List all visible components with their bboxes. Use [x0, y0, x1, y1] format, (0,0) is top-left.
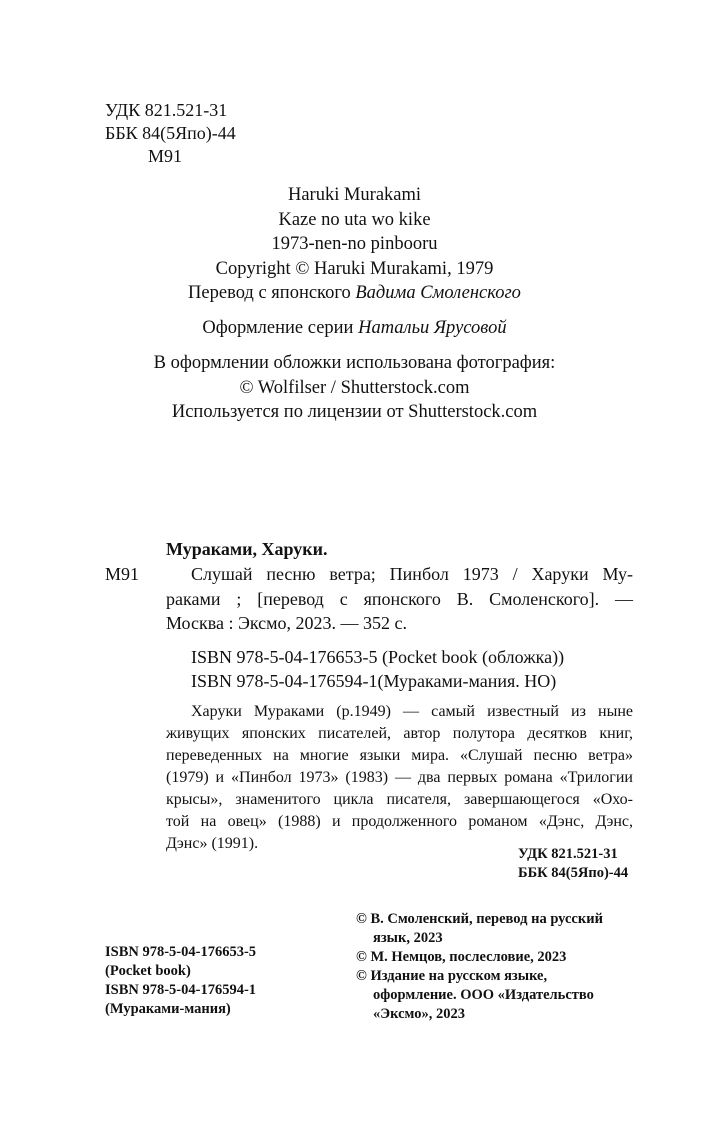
catalog-mark: М91	[105, 564, 140, 584]
isbn-line-1: ISBN 978-5-04-176653-5	[105, 944, 257, 960]
original-title-1: Kaze no uta wo kike	[278, 210, 431, 230]
copyright-edition-line-1: © Издание на русском языке,	[356, 968, 548, 984]
catalog-line-2: раками ; [перевод с японского В. Смоленского]. —	[166, 589, 633, 609]
copyright-afterword: © М. Немцов, послесловие, 2023	[356, 949, 567, 965]
isbn-line-2: (Pocket book)	[105, 963, 191, 979]
copyright-translator-line-1: © В. Смоленский, перевод на русский	[356, 911, 603, 927]
isbn-line-4: (Мураками-мания)	[105, 1001, 231, 1017]
translation-prefix: Перевод с японского	[188, 283, 356, 303]
catalog-heading: Мураками, Харуки.	[166, 539, 328, 559]
catalog-line-3: Москва : Эксмо, 2023. — 352 с.	[166, 613, 408, 633]
annotation-line: (1979) и «Пинбол 1973» (1983) — два первых романа «Трилогии	[166, 769, 633, 786]
photo-credit-line-2: © Wolfilser / Shutterstock.com	[239, 378, 470, 398]
annotation-line: Харуки Мураками (р.1949) — самый известный из ныне	[191, 703, 633, 720]
catalog-line-1: Слушай песню ветра; Пинбол 1973 / Харуки Му-	[191, 564, 633, 584]
original-title-2: 1973-nen-no pinbooru	[271, 234, 438, 254]
copyright-edition-line-2: оформление. ООО «Издательство	[373, 987, 594, 1003]
original-copyright: Copyright © Haruki Murakami, 1979	[215, 259, 494, 279]
catalog-isbn-1: ISBN 978-5-04-176653-5 (Pocket book (обложка))	[191, 647, 565, 667]
annotation	[166, 702, 633, 856]
bbk-code: ББК 84(5Япо)-44	[105, 123, 236, 143]
copyright-translator-line-2: язык, 2023	[373, 930, 443, 946]
catalog-isbn-2: ISBN 978-5-04-176594-1(Мураками-мания. НО)	[191, 671, 557, 691]
annotation-line: той на овец» (1988) и продолженного романом «Дэнс, Дэнс,	[166, 813, 633, 830]
translation-credit	[0, 282, 709, 304]
photo-credit-line-1: В оформлении обложки использована фотография:	[153, 353, 556, 373]
photo-credit-line-3: Используется по лицензии от Shutterstock.com	[171, 402, 538, 422]
annotation-line: переведенных на многие языки мира. «Слушай песню ветра»	[166, 747, 633, 764]
isbn-line-3: ISBN 978-5-04-176594-1	[105, 982, 257, 998]
series-design-credit	[0, 317, 709, 339]
original-author: Haruki Murakami	[287, 185, 422, 205]
author-mark: М91	[148, 146, 183, 166]
copyright-edition-line-3: «Эксмо», 2023	[373, 1006, 465, 1022]
annotation-line: живущих японских писателей, автор полутора десятков книг,	[166, 725, 633, 742]
design-prefix: Оформление серии	[202, 318, 359, 338]
udk-code: УДК 821.521-31	[105, 100, 228, 120]
annotation-line: крысы», знаменитого цикла писателя, завершающегося «Охо-	[166, 791, 633, 808]
bottom-bbk-code: ББК 84(5Япо)-44	[518, 865, 629, 881]
translator-name: Вадима Смоленского	[355, 283, 521, 303]
designer-name: Натальи Ярусовой	[358, 318, 507, 338]
annotation-line: Дэнс» (1991).	[166, 835, 259, 852]
bottom-udk-code: УДК 821.521-31	[518, 846, 618, 862]
